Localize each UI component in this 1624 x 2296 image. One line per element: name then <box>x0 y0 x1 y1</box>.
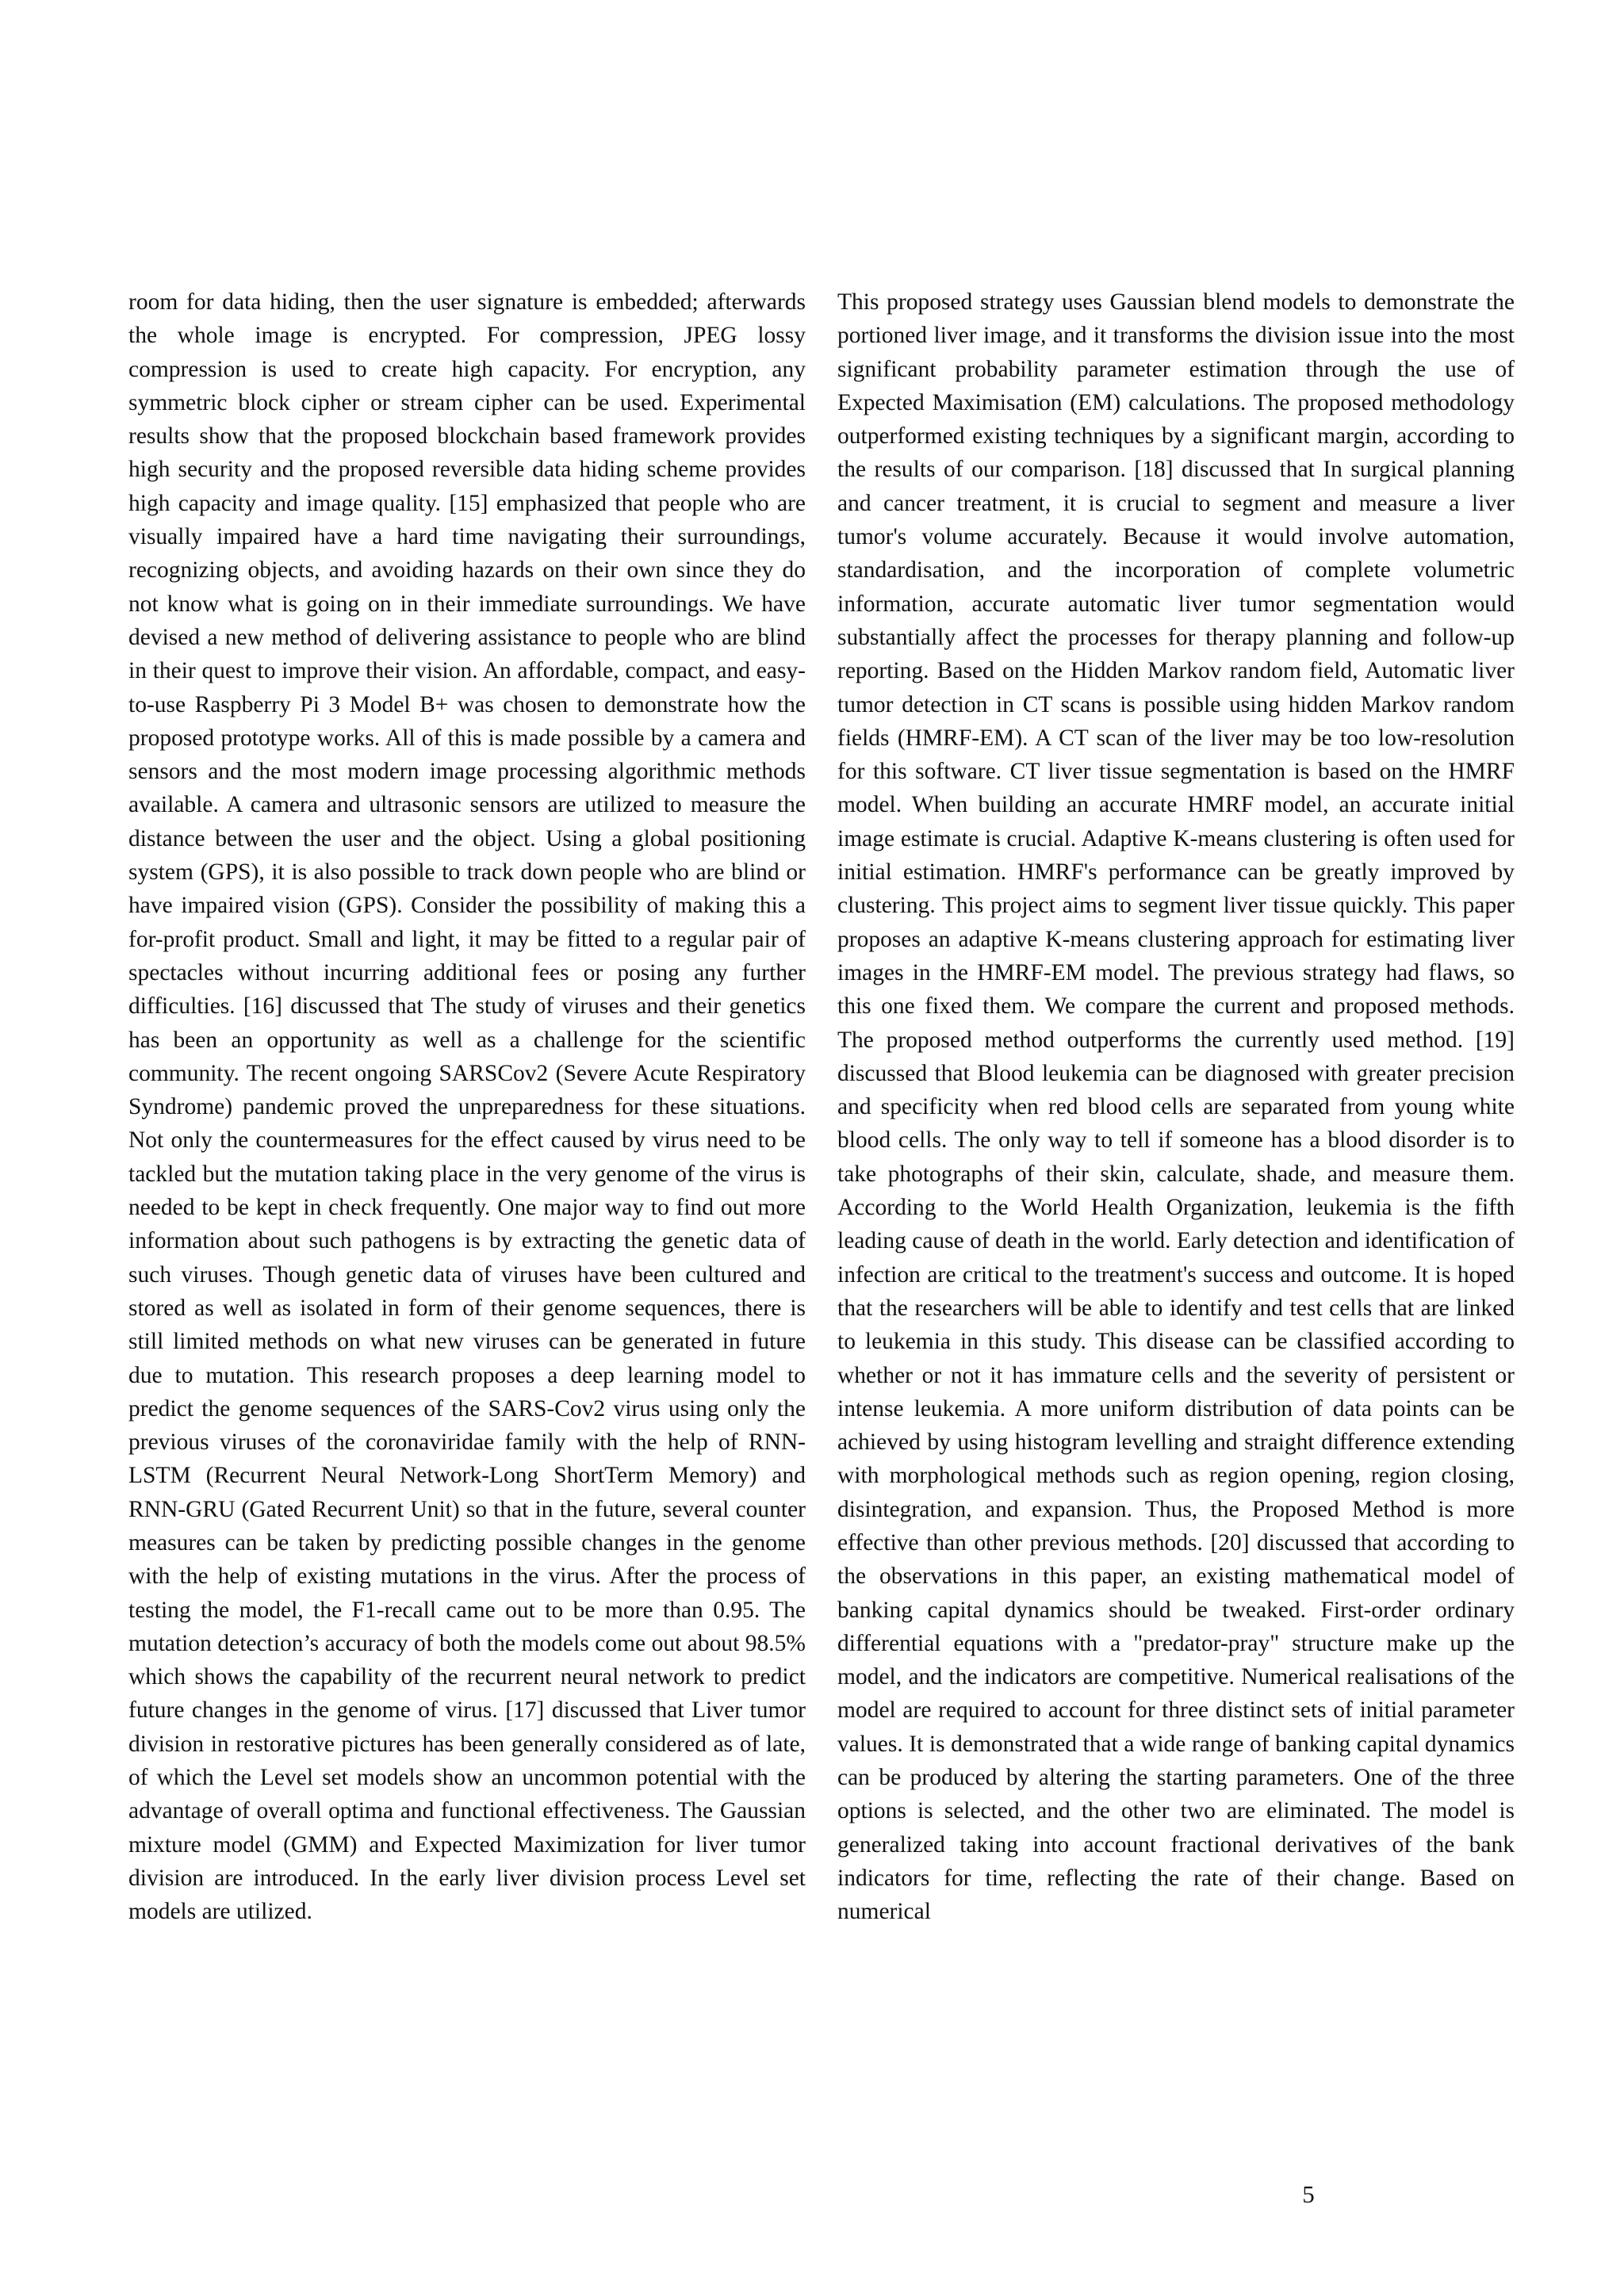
page-number: 5 <box>1302 2180 1315 2208</box>
left-column <box>128 285 806 1929</box>
right-column-text: This proposed strategy uses Gaussian blend models to demonstrate the portioned liver image, and it transforms the division issue into the most significant probability parameter estimation through the use of Expected Maximisation (EM) calculations. The proposed methodology outperformed existing techniques by a significant margin, according to the results of our comparison. [18] discussed that In surgical planning and cancer treatment, it is crucial to segment and measure a liver tumor's volume accurately. Because it would involve automation, standardisation, and the incorporation of complete volumetric information, accurate automatic liver tumor segmentation would substantially affect the processes for therapy planning and follow-up reporting. Based on the Hidden Markov random field, Automatic liver tumor detection in CT scans is possible using hidden Markov random fields (HMRF-EM). A CT scan of the liver may be too low-resolution for this software. CT liver tissue segmentation is based on the HMRF model. When building an accurate HMRF model, an accurate initial image estimate is crucial. Adaptive K-means clustering is often used for initial estimation. HMRF's performance can be greatly improved by clustering. This project aims to segment liver tissue quickly. This paper proposes an adaptive K-means clustering approach for estimating liver images in the HMRF-EM model. The previous strategy had flaws, so this one fixed them. We compare the current and proposed methods. The proposed method outperforms the currently used method. [19] discussed that Blood leukemia can be diagnosed with greater precision and specificity when red blood cells are separated from young white blood cells. The only way to tell if someone has a blood disorder is to take photographs of their skin, calculate, shade, and measure them. According to the World Health Organization, leukemia is the fifth leading cause of death in the world. Early detection and identification of infection are critical to the treatment's success and outcome. It is hoped that the researchers will be able to identify and test cells that are linked to leukemia in this study. This disease can be classified according to whether or not it has immature cells and the severity of persistent or intense leukemia. A more uniform distribution of data points can be achieved by using histogram levelling and straight difference extending with morphological methods such as region opening, region closing, disintegration, and expansion. Thus, the Proposed Method is more effective than other previous methods. [20] discussed that according to the observations in this paper, an existing mathematical model of banking capital dynamics should be tweaked. First-order ordinary differential equations with a "predator-pray" structure make up the model, and the indicators are competitive. Numerical realisations of the model are required to account for three distinct sets of initial parameter values. It is demonstrated that a wide range of banking capital dynamics can be produced by altering the starting parameters. One of the three options is selected, and the other two are eliminated. The model is generalized taking into account fractional derivatives of the bank indicators for time, reflecting the rate of their change. Based on numerical <box>837 289 1515 1925</box>
right-column <box>837 285 1515 1929</box>
left-column-text: room for data hiding, then the user signature is embedded; afterwards the whole image is encrypted. For compression, JPEG lossy compression is used to create high capacity. For encryption, any symmetric block cipher or stream cipher can be used. Experimental results show that the proposed blockchain based framework provides high security and the proposed reversible data hiding scheme provides high capacity and image quality. [15] emphasized that people who are visually impaired have a hard time navigating their surroundings, recognizing objects, and avoiding hazards on their own since they do not know what is going on in their immediate surroundings. We have devised a new method of delivering assistance to people who are blind in their quest to improve their vision. An affordable, compact, and easy-to-use Raspberry Pi 3 Model B+ was chosen to demonstrate how the proposed prototype works. All of this is made possible by a camera and sensors and the most modern image processing algorithmic methods available. A camera and ultrasonic sensors are utilized to measure the distance between the user and the object. Using a global positioning system (GPS), it is also possible to track down people who are blind or have impaired vision (GPS). Consider the possibility of making this a for-profit product. Small and light, it may be fitted to a regular pair of spectacles without incurring additional fees or posing any further difficulties. [16] discussed that The study of viruses and their genetics has been an opportunity as well as a challenge for the scientific community. The recent ongoing SARSCov2 (Severe Acute Respiratory Syndrome) pandemic proved the unpreparedness for these situations. Not only the countermeasures for the effect caused by virus need to be tackled but the mutation taking place in the very genome of the virus is needed to be kept in check frequently. One major way to find out more information about such pathogens is by extracting the genetic data of such viruses. Though genetic data of viruses have been cultured and stored as well as isolated in form of their genome sequences, there is still limited methods on what new viruses can be generated in future due to mutation. This research proposes a deep learning model to predict the genome sequences of the SARS-Cov2 virus using only the previous viruses of the coronaviridae family with the help of RNN-LSTM (Recurrent Neural Network-Long ShortTerm Memory) and RNN-GRU (Gated Recurrent Unit) so that in the future, several counter measures can be taken by predicting possible changes in the genome with the help of existing mutations in the virus. After the process of testing the model, the F1-recall came out to be more than 0.95. The mutation detection’s accuracy of both the models come out about 98.5% which shows the capability of the recurrent neural network to predict future changes in the genome of virus. [17] discussed that Liver tumor division in restorative pictures has been generally considered as of late, of which the Level set models show an uncommon potential with the advantage of overall optima and functional effectiveness. The Gaussian mixture model (GMM) and Expected Maximization for liver tumor division are introduced. In the early liver division process Level set models are utilized. <box>128 289 806 1925</box>
